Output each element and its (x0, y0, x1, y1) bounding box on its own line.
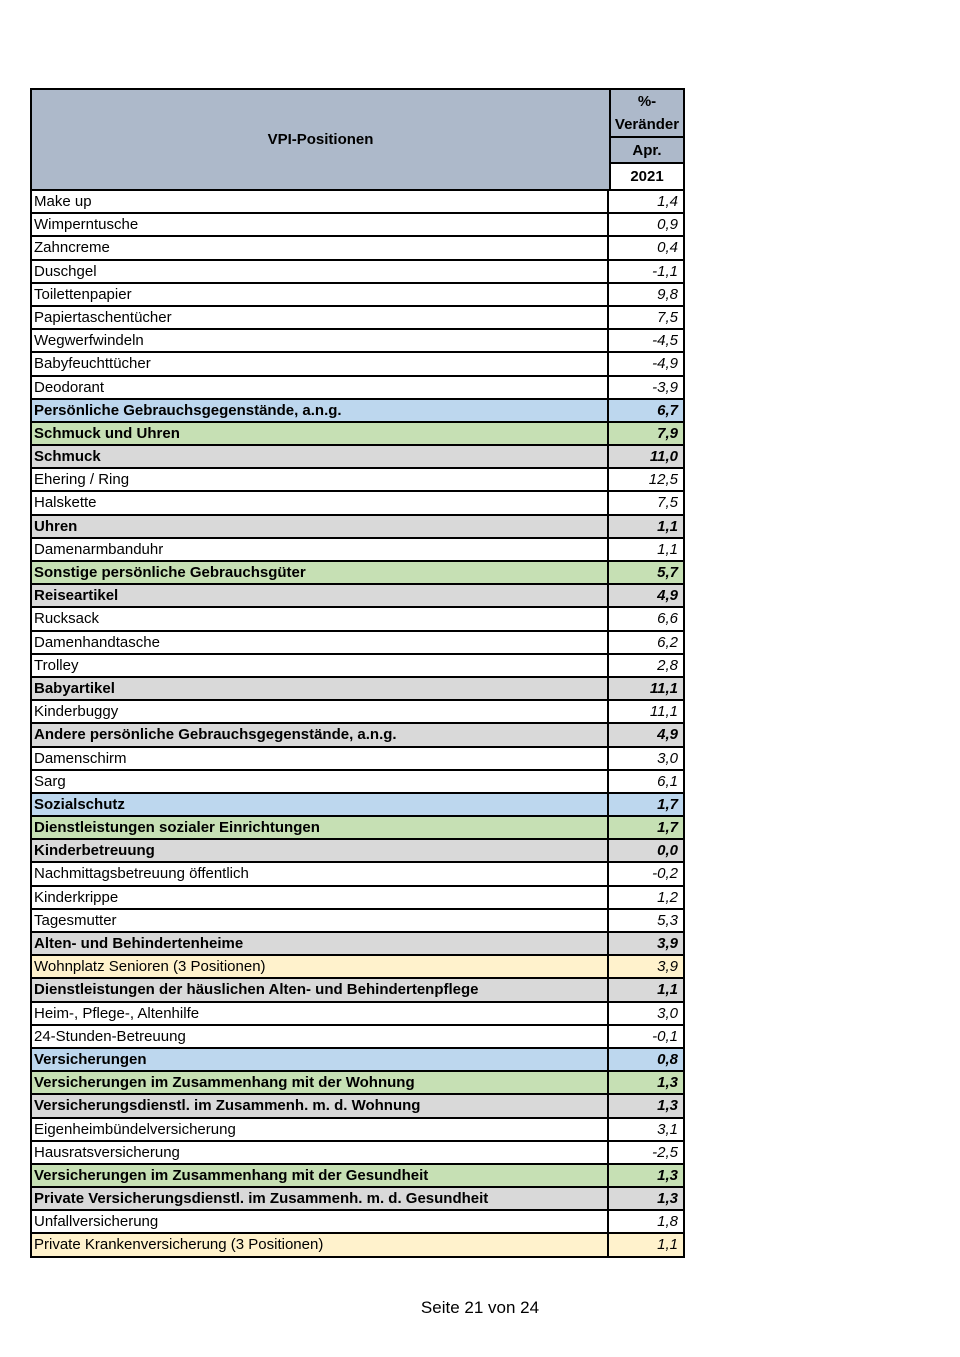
change-value: -0,1 (652, 1027, 678, 1045)
table-row (32, 492, 683, 515)
table-row (32, 632, 683, 655)
table-body (32, 191, 683, 1258)
change-value: -1,1 (652, 262, 678, 280)
table-row (32, 1211, 683, 1234)
position-name: Reiseartikel (32, 585, 609, 606)
change-value: 1,1 (657, 540, 678, 558)
position-name: Eigenheimbündelversicherung (32, 1119, 609, 1140)
table-row (32, 214, 683, 237)
position-name: Babyartikel (32, 678, 609, 699)
change-value: 0,9 (657, 216, 678, 234)
change-value: 1,7 (657, 795, 678, 813)
change-value: 2,8 (657, 656, 678, 674)
position-name: Persönliche Gebrauchsgegenstände, a.n.g. (32, 400, 609, 421)
table-row (32, 330, 683, 353)
position-name: Damenschirm (32, 748, 609, 769)
table-row (32, 585, 683, 608)
position-name: 24-Stunden-Betreuung (32, 1026, 609, 1047)
table-row (32, 1188, 683, 1211)
change-header-line-2: Veränder (611, 113, 683, 136)
table-row (32, 353, 683, 376)
change-value: 11,1 (649, 703, 678, 721)
position-name: Heim-, Pflege-, Altenhilfe (32, 1003, 609, 1024)
position-name: Sozialschutz (32, 794, 609, 815)
table-row (32, 1026, 683, 1049)
table-row (32, 191, 683, 214)
position-name: Uhren (32, 516, 609, 537)
position-name: Kinderbuggy (32, 701, 609, 722)
position-name: Versicherungen im Zusammenhang mit der Gesundheit (32, 1165, 609, 1186)
position-name: Schmuck (32, 446, 609, 467)
position-name: Sarg (32, 771, 609, 792)
position-name: Kinderbetreuung (32, 840, 609, 861)
position-name: Wimperntusche (32, 214, 609, 235)
page-number: Seite 21 von 24 (420, 1298, 540, 1317)
change-value: 3,0 (657, 749, 678, 767)
change-value: 3,0 (657, 1004, 678, 1022)
change-value: -4,5 (652, 332, 678, 350)
year-header: 2021 (611, 162, 683, 189)
table-row (32, 1119, 683, 1142)
table-row (32, 1165, 683, 1188)
position-name: Versicherungen (32, 1049, 609, 1070)
change-value: 12,5 (648, 471, 678, 489)
position-name: Duschgel (32, 261, 609, 282)
position-name: Tagesmutter (32, 910, 609, 931)
change-value: -2,5 (652, 1143, 678, 1161)
table-row (32, 261, 683, 284)
table-row (32, 817, 683, 840)
table-row (32, 840, 683, 863)
table-row (32, 1234, 683, 1257)
position-name: Zahncreme (32, 237, 609, 258)
change-value: -4,9 (652, 355, 678, 373)
position-name: Private Krankenversicherung (3 Positionen) (32, 1234, 609, 1255)
change-value: 3,1 (657, 1120, 678, 1138)
table-row (32, 678, 683, 701)
change-header-line-1: %- (611, 90, 683, 113)
table-row (32, 655, 683, 678)
table-row (32, 377, 683, 400)
change-value: 1,7 (657, 819, 678, 837)
change-value: 1,1 (657, 517, 678, 535)
position-name: Damenarmbanduhr (32, 539, 609, 560)
position-name: Andere persönliche Gebrauchsgegenstände, a.n.g. (32, 724, 609, 745)
table-row (32, 1142, 683, 1165)
month-header: Apr. (611, 136, 683, 162)
table-row (32, 724, 683, 747)
change-value: 1,3 (657, 1190, 678, 1208)
table-row (32, 1072, 683, 1095)
position-name: Nachmittagsbetreuung öffentlich (32, 863, 609, 884)
position-name: Damenhandtasche (32, 632, 609, 653)
change-value: 11,0 (649, 448, 678, 466)
change-value: 4,9 (657, 726, 678, 744)
table-row (32, 307, 683, 330)
position-name: Halskette (32, 492, 609, 513)
change-value: 7,9 (657, 424, 678, 442)
position-name: Versicherungsdienstl. im Zusammenh. m. d. Wohnung (32, 1095, 609, 1116)
table-row (32, 400, 683, 423)
change-value: 6,2 (657, 633, 678, 651)
position-name: Versicherungen im Zusammenhang mit der Wohnung (32, 1072, 609, 1093)
table-row (32, 1003, 683, 1026)
position-name: Ehering / Ring (32, 469, 609, 490)
position-name: Alten- und Behindertenheime (32, 933, 609, 954)
change-value: 1,1 (657, 1236, 678, 1254)
position-name: Unfallversicherung (32, 1211, 609, 1232)
table-row (32, 562, 683, 585)
change-value: 4,9 (657, 587, 678, 605)
table-row (32, 701, 683, 724)
position-name: Hausratsversicherung (32, 1142, 609, 1163)
table-row (32, 1095, 683, 1118)
change-value: 1,3 (657, 1074, 678, 1092)
table-row (32, 1049, 683, 1072)
table-row (32, 423, 683, 446)
change-value: 1,8 (657, 1213, 678, 1231)
table-row (32, 771, 683, 794)
positions-header: VPI-Positionen (32, 90, 611, 189)
position-name: Toilettenpapier (32, 284, 609, 305)
table-row (32, 237, 683, 260)
table-row (32, 608, 683, 631)
position-name: Private Versicherungsdienstl. im Zusammenh. m. d. Gesundheit (32, 1188, 609, 1209)
position-name: Dienstleistungen der häuslichen Alten- und Behindertenpflege (32, 979, 609, 1000)
position-name: Papiertaschentücher (32, 307, 609, 328)
change-value: 5,3 (657, 911, 678, 929)
position-name: Kinderkrippe (32, 887, 609, 908)
position-name: Deodorant (32, 377, 609, 398)
position-name: Wegwerfwindeln (32, 330, 609, 351)
position-name: Make up (32, 191, 609, 212)
table-row (32, 516, 683, 539)
change-value: 1,3 (657, 1166, 678, 1184)
table-row (32, 748, 683, 771)
table-row (32, 284, 683, 307)
change-value: 1,2 (657, 888, 678, 906)
change-value: 1,3 (657, 1097, 678, 1115)
change-value: 6,6 (657, 610, 678, 628)
position-name: Wohnplatz Senioren (3 Positionen) (32, 956, 609, 977)
change-header (611, 90, 683, 189)
change-value: 6,1 (657, 772, 678, 790)
position-name: Babyfeuchttücher (32, 353, 609, 374)
change-value: 1,4 (657, 193, 678, 210)
change-value: -0,2 (652, 865, 678, 883)
position-name: Trolley (32, 655, 609, 676)
table-row (32, 956, 683, 979)
table-row (32, 446, 683, 469)
position-name: Schmuck und Uhren (32, 423, 609, 444)
change-value: 9,8 (657, 285, 678, 303)
change-value: 7,5 (657, 494, 678, 512)
change-value: 3,9 (657, 935, 678, 952)
position-name: Rucksack (32, 608, 609, 629)
table-header (32, 90, 683, 191)
table-row (32, 933, 683, 956)
position-name: Dienstleistungen sozialer Einrichtungen (32, 817, 609, 838)
table-row (32, 979, 683, 1002)
change-value: 0,8 (657, 1050, 678, 1068)
change-value: -3,9 (652, 378, 678, 396)
table-row (32, 887, 683, 910)
position-name: Sonstige persönliche Gebrauchsgüter (32, 562, 609, 583)
change-value: 1,1 (657, 981, 678, 999)
change-value: 0,4 (657, 239, 678, 257)
change-value: 6,7 (657, 401, 678, 419)
table-row (32, 539, 683, 562)
change-value: 0,0 (657, 842, 678, 860)
table-row (32, 469, 683, 492)
vpi-table (30, 88, 685, 1258)
table-row (32, 863, 683, 886)
change-value: 3,9 (657, 958, 678, 976)
table-row (32, 794, 683, 817)
table-row (32, 910, 683, 933)
change-value: 5,7 (657, 564, 678, 581)
change-value: 7,5 (657, 308, 678, 326)
change-value: 11,1 (649, 679, 678, 697)
